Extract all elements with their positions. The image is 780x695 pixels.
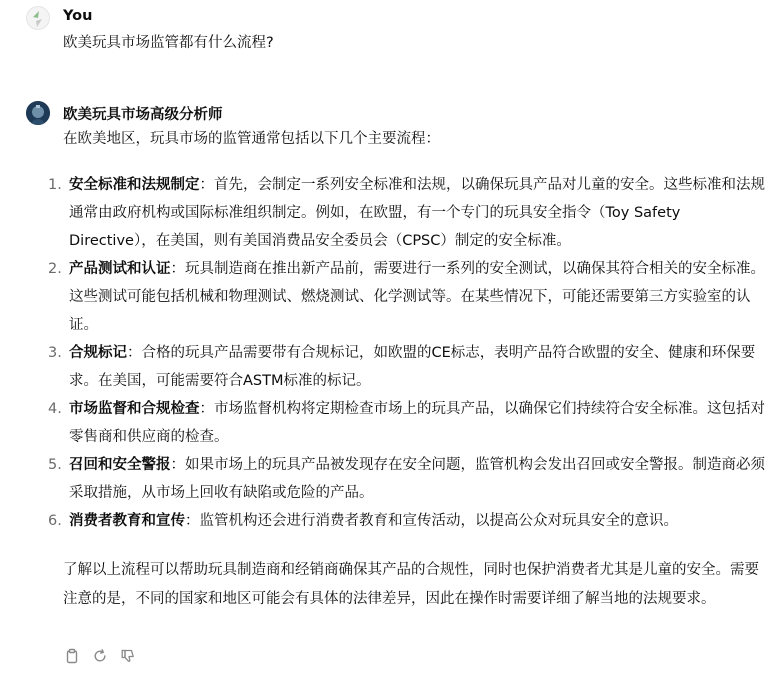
- assistant-author-name: 欧美玩具市场高级分析师: [63, 107, 223, 123]
- list-item-number: 3 .: [48, 339, 62, 367]
- list-item-number: 4 .: [48, 395, 62, 423]
- list-item-number: 2 .: [48, 255, 62, 283]
- list-item: [48, 395, 766, 451]
- user-avatar: [26, 6, 50, 30]
- list-item: [48, 339, 766, 395]
- user-author-name: You: [63, 8, 93, 24]
- list-item-title: 产品测试和认证: [69, 261, 171, 277]
- list-item: [48, 171, 766, 255]
- list-item: [48, 507, 766, 535]
- thumbs-down-icon: [120, 648, 136, 664]
- user-message-text: 欧美玩具市场监管都有什么流程?: [63, 35, 274, 51]
- list-item-text: ：玩具制造商在推出新产品前，需要进行一系列的安全测试，以确保其符合相关的安全标准。这些测试可能包括机械和物理测试、燃烧测试、化学测试等。在某些情况下，可能还需要第三方实验室的认证。: [69, 261, 765, 333]
- assistant-avatar: [26, 101, 50, 125]
- list-item-number: 1 .: [48, 171, 62, 199]
- process-step-list: [48, 171, 766, 535]
- list-item-number: 5 .: [48, 451, 62, 479]
- user-avatar-icon: [27, 7, 50, 30]
- list-item-text: ：首先，会制定一系列安全标准和法规，以确保玩具产品对儿童的安全。这些标准和法规通常由政府机构或国际标准组织制定。例如，在欧盟，有一个专门的玩具安全指令（Toy Safety Directive），在美国，则有美国消费品安全委员会（CPSC）制定的安全标准。: [69, 177, 765, 249]
- list-item-text: ：市场监督机构将定期检查市场上的玩具产品，以确保它们持续符合安全标准。这包括对零售商和供应商的检查。: [69, 401, 765, 445]
- list-item-text: ：如果市场上的玩具产品被发现存在安全问题，监管机构会发出召回或安全警报。制造商必须采取措施，从市场上回收有缺陷或危险的产品。: [69, 457, 765, 501]
- list-item-title: 安全标准和法规制定: [69, 177, 200, 193]
- list-item-number: 6 .: [48, 507, 62, 535]
- list-item-text: ：监管机构还会进行消费者教育和宣传活动，以提高公众对玩具安全的意识。: [185, 513, 678, 529]
- list-item-title: 消费者教育和宣传: [69, 513, 185, 529]
- list-item-title: 市场监督和合规检查: [69, 401, 200, 417]
- list-item: [48, 451, 766, 507]
- assistant-intro-text: 在欧美地区，玩具市场的监管通常包括以下几个主要流程：: [63, 131, 440, 147]
- clipboard-icon: [64, 648, 80, 664]
- refresh-icon: [92, 648, 108, 664]
- list-item-title: 合规标记: [69, 345, 127, 361]
- copy-button[interactable]: [63, 647, 81, 665]
- list-item-title: 召回和安全警报: [69, 457, 171, 473]
- regenerate-button[interactable]: [91, 647, 109, 665]
- list-item: [48, 255, 766, 339]
- list-item-text: ：合格的玩具产品需要带有合规标记，如欧盟的CE标志，表明产品符合欧盟的安全、健康和环保要求。在美国，可能需要符合ASTM标准的标记。: [69, 345, 756, 389]
- dislike-button[interactable]: [119, 647, 137, 665]
- message-actions: [63, 647, 137, 665]
- assistant-avatar-icon: [26, 101, 50, 125]
- assistant-conclusion-text: 了解以上流程可以帮助玩具制造商和经销商确保其产品的合规性，同时也保护消费者尤其是儿童的安全。需要注意的是，不同的国家和地区可能会有具体的法律差异，因此在操作时需要详细了解当地的法规要求。: [63, 562, 759, 607]
